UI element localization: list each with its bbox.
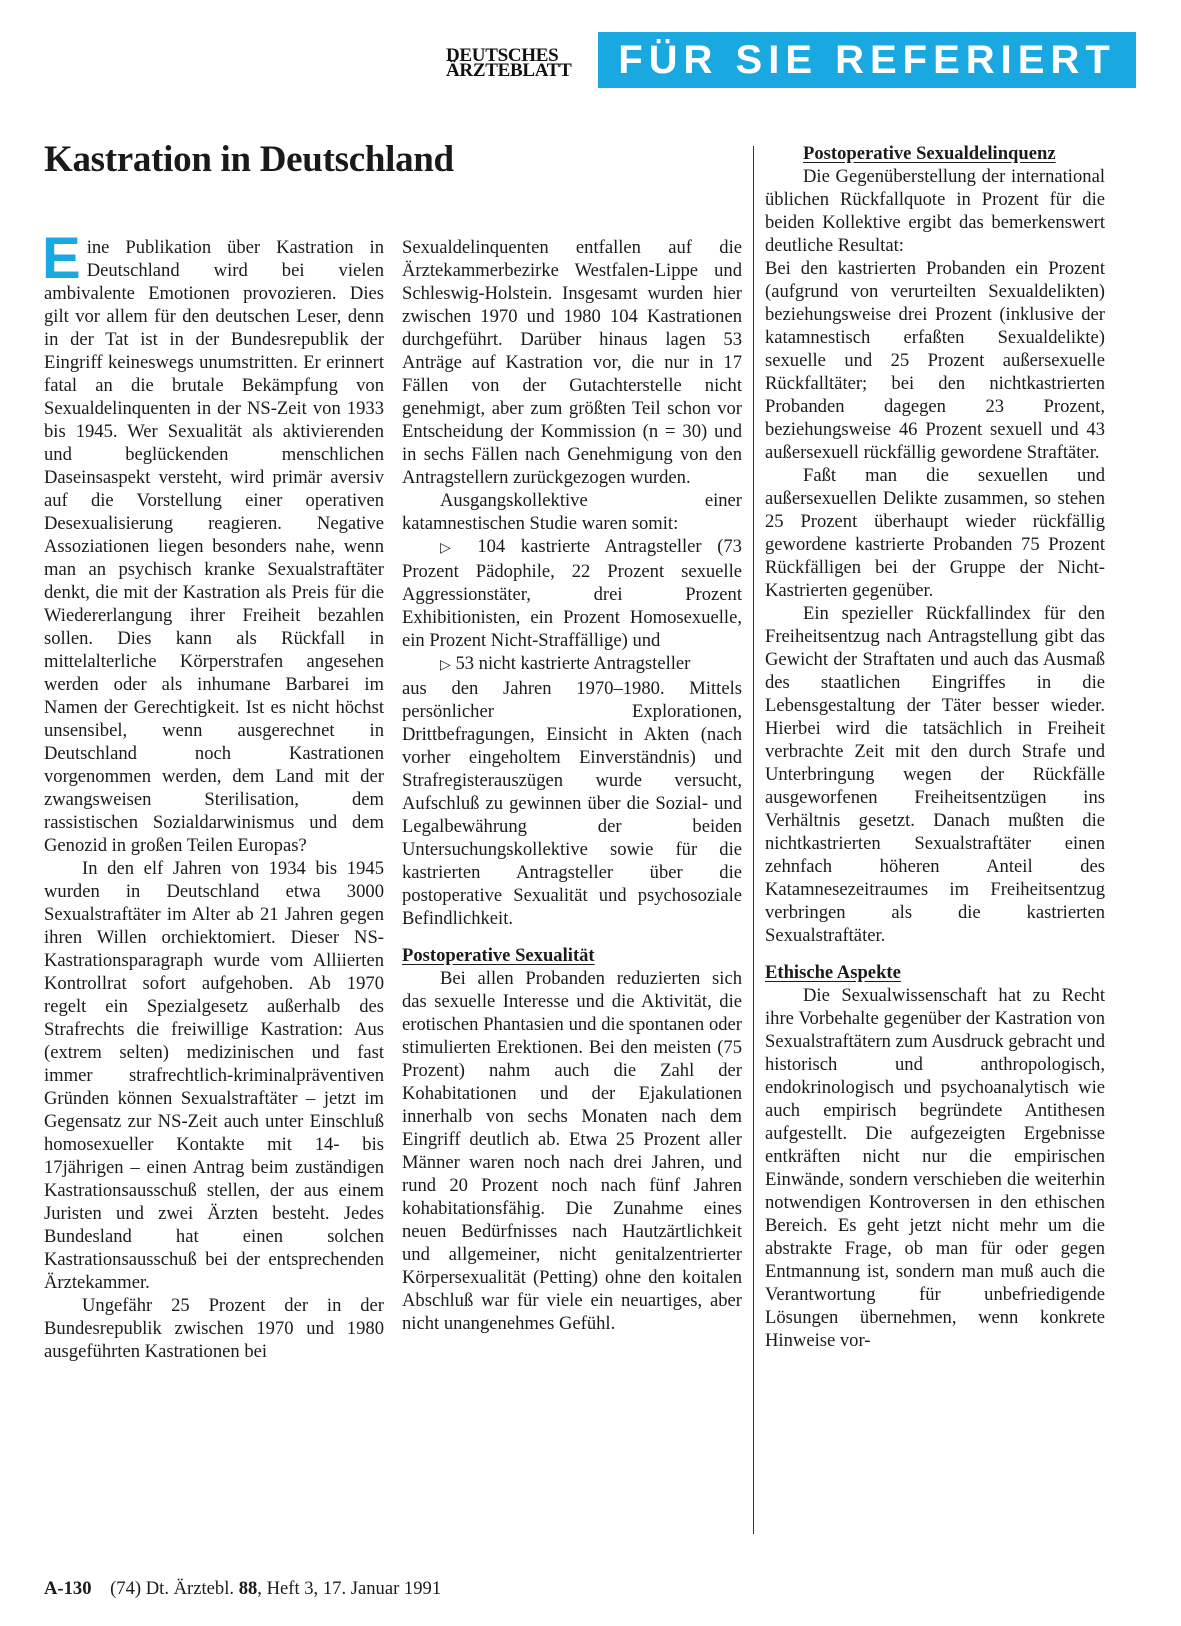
paragraph: Ungefähr 25 Prozent der in der Bundesrepublik zwischen 1970 und 1980 ausgeführten Kastrationen bei <box>44 1295 384 1362</box>
brand-line-1: DEUTSCHES <box>446 45 559 66</box>
intro-text: ine Publikation über Kastration in Deutschland wird bei vielen ambivalente Emotionen provozieren. Dies gilt vor allem für den deutschen Leser, denn in der Tat ist in der Bundesrepublik der Eingriff keineswegs unumstritten. Er erinnert fatal an die brutale Bekämpfung von Sexualdelinquenten in der NS-Zeit von 1933 bis 1945. Wer Sexualität als aktivierenden und beglückenden menschlichen Daseinsaspekt versteht, wird primär aversiv auf die Vorstellung einer operativen Desexualisierung reagieren. Negative Assoziationen liegen besonders nahe, wenn man an psychisch kranke Sexualstraftäter denkt, die mit der Kastration als Preis für die Wiedererlangung ihrer Freiheit bezahlen sollen. Dies kann als Rückfall in mittelalterliche Körperstrafen angesehen werden oder als inhumane Barbarei im Namen der Gerechtigkeit. Ist es nicht höchst unsensibel, wenn ausgerechnet in Deutschland noch Kastrationen vorgenommen werden, dem Land mit der zwangsweisen Sterilisation, dem rassistischen Sozialdarwinismus und dem Genozid in großen Teilen Europas? <box>44 237 384 856</box>
spacer <box>402 930 742 944</box>
journal-logo <box>446 45 598 81</box>
column-1 <box>42 226 384 1363</box>
column-2 <box>402 236 742 1335</box>
section-banner: FÜR SIE REFERIERT <box>598 32 1136 88</box>
paragraph: Ausgangskollektive einer katamnestischen Studie waren somit: <box>402 490 742 534</box>
intro-paragraph <box>42 226 384 857</box>
subhead-ethische-aspekte: Ethische Aspekte <box>765 962 901 983</box>
paragraph: Bei den kastrierten Probanden ein Prozent (aufgrund von verurteilten Sexualdelikten) beziehungsweise drei Prozent (inklusive der katamnestisch erfaßten Sexualdelikte) sexuelle und 25 Prozent außersexuelle Rückfalltäter; bei den nichtkastrierten Probanden dagegen 23 Prozent, beziehungsweise 46 Prozent sexuell und 43 außersexuell rückfällig gewordene Straftäter. <box>765 258 1105 463</box>
paragraph: In den elf Jahren von 1934 bis 1945 wurden in Deutschland etwa 3000 Sexualstraftäter im Alter ab 21 Jahren gegen ihren Willen orchiektomiert. Dieser NS-Kastrationsparagraph wurde vom Alliierten Kontrollrat sofort aufgehoben. Ab 1970 regelt ein Spezialgesetz außerhalb des Strafrechts die freiwillige Kastration: Aus (extrem selten) medizinischen und fast immer strafrechtlich-kriminalpräventiven Gründen können Sexualstraftäter – jetzt im Gegensatz zur NS-Zeit auch unter Einschluß homosexueller Kontakte mit 14- bis 17jährigen – einen Antrag beim zuständigen Kastrationsausschuß stellen, der aus einem Juristen und zwei Ärzten besteht. Jedes Bundesland hat einen solchen Kastrationsausschuß bei der entsprechenden Ärztekammer. <box>44 858 384 1293</box>
paragraph: Die Gegenüberstellung der international üblichen Rückfallquote in Prozent für die beiden Kollektive ergibt das bemerkenswert deutliche Resultat: <box>765 166 1105 256</box>
paragraph: Faßt man die sexuellen und außersexuellen Delikte zusammen, so stehen 25 Prozent überhaupt wieder rückfällig gewordene kastrierte Probanden 75 Prozent Rückfälligen bei der Gruppe der Nicht-Kastrierten gegenüber. <box>765 465 1105 601</box>
masthead <box>446 32 1138 88</box>
triangle-bullet-icon: ▷ <box>440 540 462 556</box>
paragraph: aus den Jahren 1970–1980. Mittels persönlicher Explorationen, Drittbefragungen, Einsicht in Akten (nach vorher eingeholtem Einverständnis) und Strafregisterauszügen wurde versucht, Aufschluß zu gewinnen über die Sozial- und Legalbewährung der beiden Untersuchungskollektive sowie für die kastrierten Antragsteller über die postoperative Sexualität und psychosoziale Befindlichkeit. <box>402 678 742 929</box>
paragraph: Ein spezieller Rückfallindex für den Freiheitsentzug nach Antragstellung gibt das Gewicht der Straftaten und auch das Ausmaß des staatlichen Eingriffes in die Lebensgestaltung der Täter besser wieder. Hierbei wird die tatsächlich in Freiheit verbrachte Zeit mit den durch Strafe und Unterbringung wegen der Rückfälle ausgeworfenen Freiheitsentzügen ins Verhältnis gesetzt. Danach mußten die nichtkastrierten Sexualstraftäter einen zehnfach höheren Anteil des Katamnesezeitraumes im Freiheitsentzug verbringen als die kastrierten Sexualstraftäter. <box>765 603 1105 946</box>
subhead-postoperative-sexualitaet: Postoperative Sexualität <box>402 945 595 966</box>
list-item-text: 53 nicht kastrierte Antragsteller <box>455 653 691 674</box>
column-divider <box>753 146 754 1534</box>
triangle-bullet-icon: ▷ <box>440 657 451 673</box>
column-3 <box>765 142 1105 1352</box>
list-item <box>402 652 742 677</box>
list-item-text: 104 kastrierte Antragsteller (73 Prozent Pädophile, 22 Prozent sexuelle Aggressionstäter, drei Prozent Exhibitionisten, ein Prozent Homosexuelle, ein Prozent Nicht-Straffällige) und <box>402 536 742 651</box>
page-number: A-130 <box>44 1578 92 1599</box>
paragraph: Sexualdelinquenten entfallen auf die Ärztekammerbezirke Westfalen-Lippe und Schleswig-Holstein. Insgesamt wurden hier zwischen 1970 und 1980 104 Kastrationen durchgeführt. Darüber hinaus lagen 53 Anträge auf Kastration vor, die nur in 17 Fällen von der Gutachterstelle nicht genehmigt, aber zum größten Teil schon vor Entscheidung der Kommission (n = 30) und in sechs Fällen nach Genehmigung von den Antragstellern zurückgezogen wurden. <box>402 237 742 488</box>
brand-line-2: ÄRZTEBLATT <box>446 60 572 81</box>
list-item <box>402 535 742 652</box>
page-footer <box>44 1578 441 1600</box>
article-title: Kastration in Deutschland <box>44 139 454 180</box>
paragraph: Die Sexualwissenschaft hat zu Recht ihre Vorbehalte gegenüber der Kastration von Sexualstraftätern zum Ausdruck gebracht und historisch und anthropologisch, endokrinologisch und psychoanalytisch wie auch empirisch begründete Antithesen aufgestellt. Die aufgezeigten Ergebnisse entkräften nicht nur die empirischen Einwände, sondern verschieben die weiterhin notwendigen Kontroversen in den ethischen Bereich. Es geht jetzt nicht mehr um die abstrakte Frage, ob man für oder gegen Entmannung ist, sondern man muß auch die Verantwortung für unbefriedigende Lösungen übernehmen, wenn konkrete Hinweise vor- <box>765 985 1105 1351</box>
drop-cap: E <box>42 226 81 291</box>
subhead-postoperative-sexualdelinquenz: Postoperative Sexualdelinquenz <box>803 143 1056 164</box>
paragraph: Bei allen Probanden reduzierten sich das sexuelle Interesse und die Aktivität, die erotischen Phantasien und die spontanen oder stimulierten Erektionen. Bei den meisten (75 Prozent) nahm auch die Zahl der Kohabitationen und der Ejakulationen innerhalb von sechs Monaten nach dem Eingriff deutlich ab. Etwa 25 Prozent aller Männer waren noch nach drei Jahren, und rund 20 Prozent noch nach fünf Jahren kohabitationsfähig. Die Zunahme eines neuen Bedürfnisses nach Hautzärtlichkeit und allgemeiner, nicht genitalzentrierter Körpersexualität (Petting) ohne den koitalen Abschluß war für viele ein neuartiges, aber nicht unangenehmes Gefühl. <box>402 968 742 1334</box>
issue-citation-prefix: (74) Dt. Ärztebl. <box>110 1578 235 1599</box>
issue-citation-suffix: , Heft 3, 17. Januar 1991 <box>257 1578 442 1599</box>
spacer <box>765 947 1105 961</box>
volume-number: 88 <box>238 1578 258 1599</box>
